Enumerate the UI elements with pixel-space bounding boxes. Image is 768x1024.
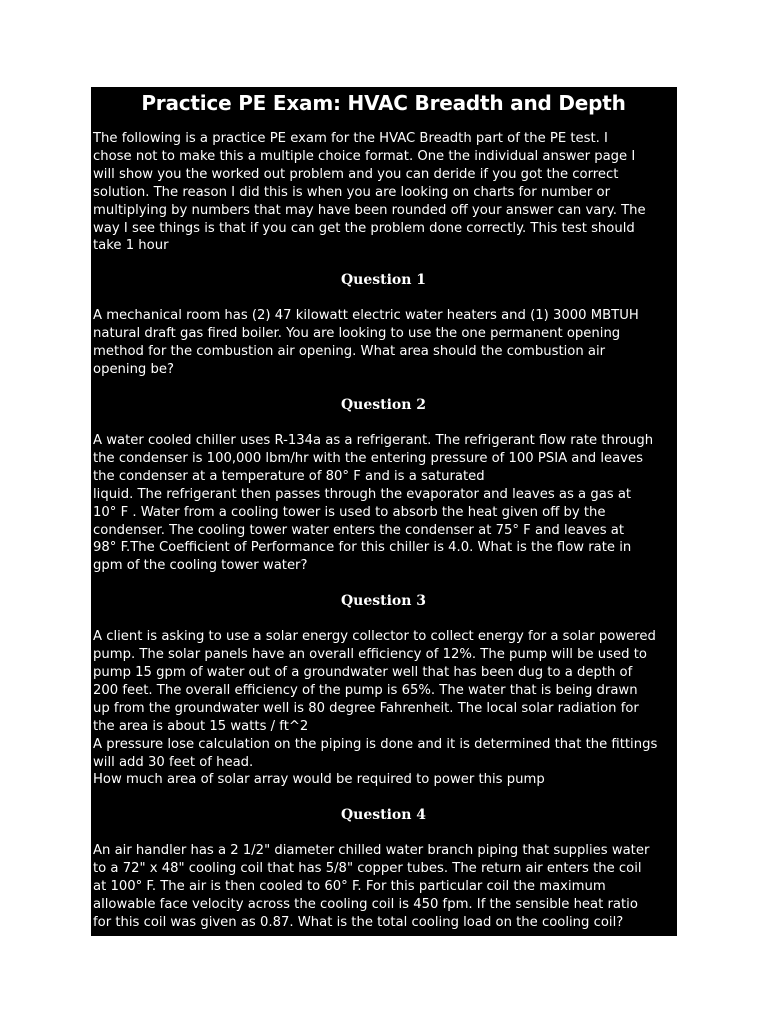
question-2-heading: Question 2 xyxy=(340,396,427,413)
question-line: for this coil was given as 0.87. What is the total cooling load on the cooling coil? xyxy=(93,915,624,930)
question-line: the condenser at a temperature of 80° F and is a saturated xyxy=(93,468,485,484)
question-line: gpm of the cooling tower water? xyxy=(93,558,308,574)
question-line: will add 30 feet of head. xyxy=(93,754,254,770)
question-line: A pressure lose calculation on the piping is done and it is determined that the fittings xyxy=(93,736,658,752)
question-line: An air handler has a 2 1/2" diameter chilled water branch piping that supplies water xyxy=(93,843,650,859)
intro-line: way I see things is that if you can get the problem done correctly. This test should xyxy=(93,220,635,236)
question-1-text xyxy=(93,307,674,379)
question-line: up from the groundwater well is 80 degree Fahrenheit. The local solar radiation for xyxy=(93,700,639,716)
intro-line: multiplying by numbers that may have been rounded off your answer can vary. The xyxy=(93,202,646,218)
question-1-heading: Question 1 xyxy=(340,272,427,289)
question-line: at 100° F. The air is then cooled to 60° F. For this particular coil the maximum xyxy=(93,879,606,895)
question-2-text xyxy=(93,432,674,575)
intro-line: chose not to make this a multiple choice format. One the individual answer page I xyxy=(93,148,636,164)
question-line: pump. The solar panels have an overall efficiency of 12%. The pump will be used to xyxy=(93,647,647,663)
question-line: A water cooled chiller uses R-134a as a refrigerant. The refrigerant flow rate through xyxy=(93,432,654,448)
question-line: liquid. The refrigerant then passes through the evaporator and leaves as a gas at xyxy=(93,486,632,502)
intro-line: The following is a practice PE exam for the HVAC Breadth part of the PE test. I xyxy=(93,131,608,146)
question-line: the area is about 15 watts / ft^2 xyxy=(93,718,309,734)
question-line: to a 72" x 48" cooling coil that has 5/8" copper tubes. The return air enters the coil xyxy=(93,861,642,877)
intro-line: take 1 hour xyxy=(93,238,169,254)
question-4-text xyxy=(93,842,674,932)
question-line: natural draft gas fired boiler. You are looking to use the one permanent opening xyxy=(93,326,621,342)
question-line: method for the combustion air opening. What area should the combustion air xyxy=(93,344,606,360)
question-line: pump 15 gpm of water out of a groundwater well that has been dug to a depth of xyxy=(93,665,633,681)
intro-line: will show you the worked out problem and you can deride if you got the correct xyxy=(93,166,619,182)
intro-line: solution. The reason I did this is when you are looking on charts for number or xyxy=(93,184,611,200)
question-line: the condenser is 100,000 lbm/hr with the entering pressure of 100 PSIA and leaves xyxy=(93,450,643,466)
document-title: Practice PE Exam: HVAC Breadth and Depth xyxy=(141,91,626,115)
question-line: 200 feet. The overall efficiency of the pump is 65%. The water that is being drawn xyxy=(93,682,638,698)
question-line: allowable face velocity across the cooling coil is 450 fpm. If the sensible heat ratio xyxy=(93,897,638,913)
question-line: 98° F.The Coefficient of Performance for this chiller is 4.0. What is the flow rate in xyxy=(93,540,632,556)
question-line: A mechanical room has (2) 47 kilowatt electric water heaters and (1) 3000 MBTUH xyxy=(93,308,639,324)
intro-paragraph xyxy=(93,130,674,255)
question-3-heading: Question 3 xyxy=(340,593,427,610)
question-line: How much area of solar array would be required to power this pump xyxy=(93,772,545,788)
question-line: A client is asking to use a solar energy collector to collect energy for a solar powered xyxy=(93,629,656,645)
question-3-text xyxy=(93,628,674,789)
document-page xyxy=(91,87,677,936)
question-line: opening be? xyxy=(93,362,174,378)
question-line: 10° F . Water from a cooling tower is used to absorb the heat given off by the xyxy=(93,504,606,520)
question-line: condenser. The cooling tower water enters the condenser at 75° F and leaves at xyxy=(93,522,625,538)
question-4-heading: Question 4 xyxy=(340,807,427,824)
